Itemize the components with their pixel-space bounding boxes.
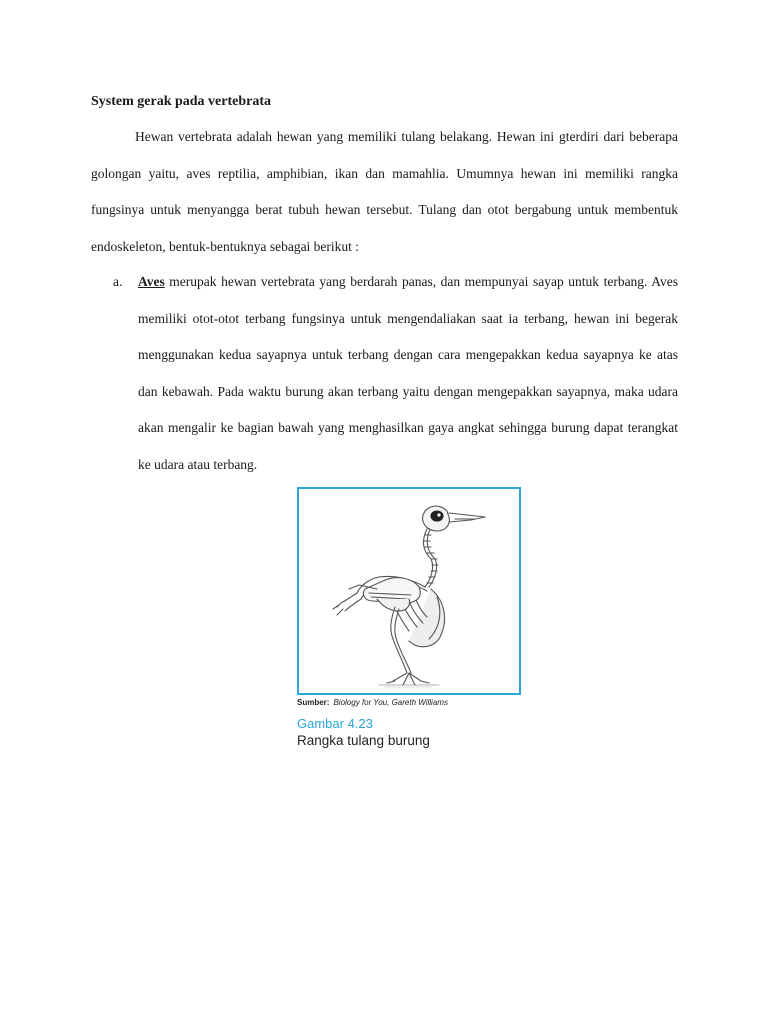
source-label: Sumber:: [297, 698, 330, 707]
figure-source: [297, 697, 448, 709]
intro-paragraph: Hewan vertebrata adalah hewan yang memiliki tulang belakang. Hewan ini gterdiri dari beberapa golongan yaitu, aves reptilia, amphibian, ikan dan mamahlia. Umumnya hewan ini memiliki rangka fungsinya untuk menyangga berat tubuh hewan tersebut. Tulang dan otot bergabung untuk membentuk endoskeleton, bentuk-bentuknya sebagai berikut :: [91, 129, 678, 254]
list-item-body: [138, 264, 678, 483]
bird-skeleton-figure: [297, 487, 521, 695]
figure-number: Gambar 4.23: [297, 716, 373, 731]
figure-caption: Rangka tulang burung: [297, 733, 430, 748]
term-aves: Aves: [138, 274, 165, 289]
source-text: Biology for You, Gareth Williams: [333, 698, 448, 707]
list-marker: a.: [113, 274, 123, 289]
list-item-text: merupak hewan vertebrata yang berdarah panas, dan mempunyai sayap untuk terbang. Aves memiliki otot-otot terbang fungsinya untuk mengendaliakan saat ia terbang, hewan ini begerak menggunakan kedua sayapnya untuk terbang dengan cara mengepakkan kedua sayapnya ke atas dan kebawah. Pada waktu burung akan terbang yaitu dengan mengepakkan sayapnya, maka udara akan mengalir ke bagian bawah yang menghasilkan gaya angkat sehingga burung dapat terangkat ke udara atau terbang.: [138, 274, 678, 472]
section-heading: System gerak pada vertebrata: [91, 94, 272, 109]
bird-skeleton-illustration: [299, 489, 519, 693]
